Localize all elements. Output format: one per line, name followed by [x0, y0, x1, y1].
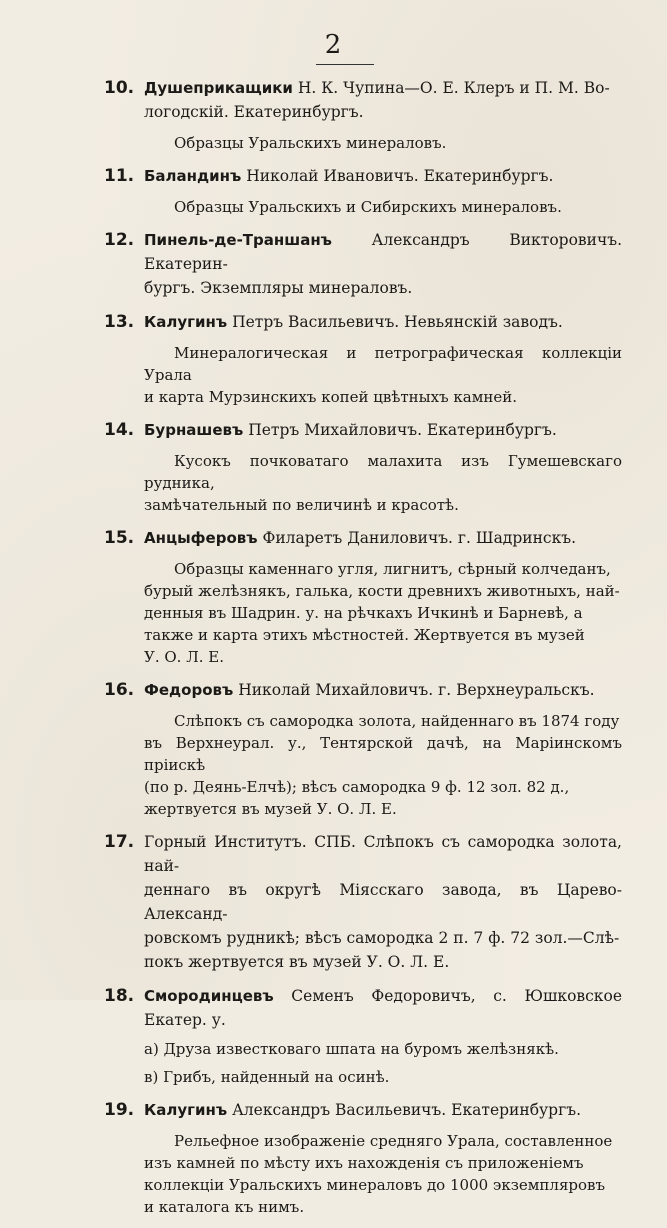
- heading-line: деннаго въ округѣ Міясскаго завода, въ Царево-Александ-: [144, 881, 622, 923]
- entry-14: [0, 418, 667, 516]
- donor-details: Николай Ивановичъ. Екатеринбургъ.: [241, 167, 554, 185]
- description-line: бурый желѣзнякъ, галька, кости древнихъ животныхъ, най-: [144, 582, 620, 600]
- entry-number: 13.: [104, 312, 135, 332]
- description-line: денныя въ Шадрин. у. на рѣчкахъ Ичкинѣ и Барневѣ, а: [144, 604, 583, 622]
- entry-number: 11.: [104, 166, 135, 186]
- donor-name: Пинель-де-Траншанъ: [144, 231, 332, 249]
- description-line: Рельефное изображеніе средняго Урала, составленное: [174, 1132, 613, 1150]
- entry-description: [144, 558, 622, 668]
- description-line: и карта Мурзинскихъ копей цвѣтныхъ камней.: [144, 388, 518, 406]
- donor-details: Александръ Викторовичъ. Екатерин-: [144, 231, 622, 273]
- description-line: Минералогическая и петрографическая коллекціи Урала: [144, 344, 622, 384]
- entry-number: 16.: [104, 680, 135, 700]
- entry-description: [144, 1130, 622, 1218]
- donor-details: Семенъ Федоровичъ, с. Юшковское Екатер. у.: [144, 987, 622, 1029]
- entry-17: [0, 830, 667, 974]
- entry-description: [144, 450, 622, 516]
- entry-10: [0, 76, 667, 154]
- entry-number: 10.: [104, 78, 135, 98]
- entry-19: [0, 1098, 667, 1218]
- description-line: (по р. Деянь-Елчѣ); вѣсъ самородка 9 ф. 12 зол. 82 д.,: [144, 778, 570, 796]
- donor-name: Смородинцевъ: [144, 987, 274, 1005]
- entry-number: 12.: [104, 230, 135, 250]
- description-line: У. О. Л. Е.: [144, 648, 224, 666]
- entry-heading: [144, 984, 622, 1032]
- donor-details-cont: бургъ. Экземпляры минераловъ.: [144, 279, 413, 297]
- description-line: замѣчательный по величинѣ и красотѣ.: [144, 496, 459, 514]
- entry-list: [0, 76, 667, 1228]
- donor-details: Николай Михайловичъ. г. Верхнеуральскъ.: [233, 681, 595, 699]
- entry-number: 18.: [104, 986, 135, 1006]
- entry-heading: [144, 418, 622, 442]
- description-line: Кусокъ почковатаго малахита изъ Гумешевскаго рудника,: [144, 452, 622, 492]
- entry-number: 15.: [104, 528, 135, 548]
- heading-line: Горный Институтъ. СПБ. Слѣпокъ съ самородка золота, най-: [144, 833, 622, 875]
- donor-name: Калугинъ: [144, 313, 228, 331]
- donor-details-cont: логодскій. Екатеринбургъ.: [144, 103, 364, 121]
- description-line: Образцы каменнаго угля, лигнитъ, сѣрный колчеданъ,: [174, 560, 611, 578]
- entry-heading: [144, 76, 622, 124]
- entry-heading: [144, 164, 622, 188]
- heading-line: ровскомъ рудникѣ; вѣсъ самородка 2 п. 7 ф. 72 зол.—Слѣ-: [144, 929, 620, 947]
- entry-heading: [144, 228, 622, 300]
- donor-details: Петръ Михайловичъ. Екатеринбургъ.: [243, 421, 557, 439]
- description-line: Образцы Уральскихъ минераловъ.: [174, 134, 447, 152]
- entry-heading: [144, 678, 622, 702]
- entry-heading: [144, 310, 622, 334]
- donor-name: Душеприкащики: [144, 79, 293, 97]
- heading-line: покъ жертвуется въ музей У. О. Л. Е.: [144, 953, 450, 971]
- description-line: жертвуется въ музей У. О. Л. Е.: [144, 800, 397, 818]
- entry-16: [0, 678, 667, 820]
- entry-11: [0, 164, 667, 218]
- entry-number: 17.: [104, 832, 135, 852]
- description-line: Образцы Уральскихъ и Сибирскихъ минераловъ.: [174, 198, 562, 216]
- sub-item-a: а) Друза известковаго шпата на буромъ желѣзнякѣ.: [144, 1040, 559, 1058]
- description-line: въ Верхнеурал. у., Тентярской дачѣ, на Маріинскомъ пріискѣ: [144, 734, 622, 774]
- description-line: Слѣпокъ съ самородка золота, найденнаго въ 1874 году: [174, 712, 620, 730]
- donor-name: Федоровъ: [144, 681, 234, 699]
- description-line: изъ камней по мѣсту ихъ нахожденія съ приложеніемъ: [144, 1154, 584, 1172]
- donor-details: Н. К. Чупина—О. Е. Клеръ и П. М. Во-: [292, 79, 610, 97]
- page-number-rule: [316, 64, 374, 65]
- page-number: 2: [324, 30, 343, 60]
- entry-description: [144, 342, 622, 408]
- donor-name: Бурнашевъ: [144, 421, 244, 439]
- entry-heading: [144, 526, 622, 550]
- donor-name: Баландинъ: [144, 167, 242, 185]
- entry-heading: [144, 830, 622, 974]
- description-line: также и карта этихъ мѣстностей. Жертвуется въ музей: [144, 626, 585, 644]
- donor-details: Александръ Васильевичъ. Екатеринбургъ.: [227, 1101, 581, 1119]
- description-line: коллекціи Уральскихъ минераловъ до 1000 экземпляровъ: [144, 1176, 606, 1194]
- entry-number: 19.: [104, 1100, 135, 1120]
- entry-description: [144, 196, 622, 218]
- donor-details: Петръ Васильевичъ. Невьянскій заводъ.: [227, 313, 563, 331]
- entry-description: [144, 132, 622, 154]
- entry-number: 14.: [104, 420, 135, 440]
- entry-15: [0, 526, 667, 668]
- sub-item-b: в) Грибъ, найденный на осинѣ.: [144, 1068, 390, 1086]
- donor-name: Анцыферовъ: [144, 529, 258, 547]
- donor-details: Филаретъ Даниловичъ. г. Шадринскъ.: [257, 529, 577, 547]
- entry-12: [0, 228, 667, 300]
- description-line: и каталога къ нимъ.: [144, 1198, 305, 1216]
- entry-heading: [144, 1098, 622, 1122]
- entry-13: [0, 310, 667, 408]
- donor-name: Калугинъ: [144, 1101, 228, 1119]
- entry-description: [144, 710, 622, 820]
